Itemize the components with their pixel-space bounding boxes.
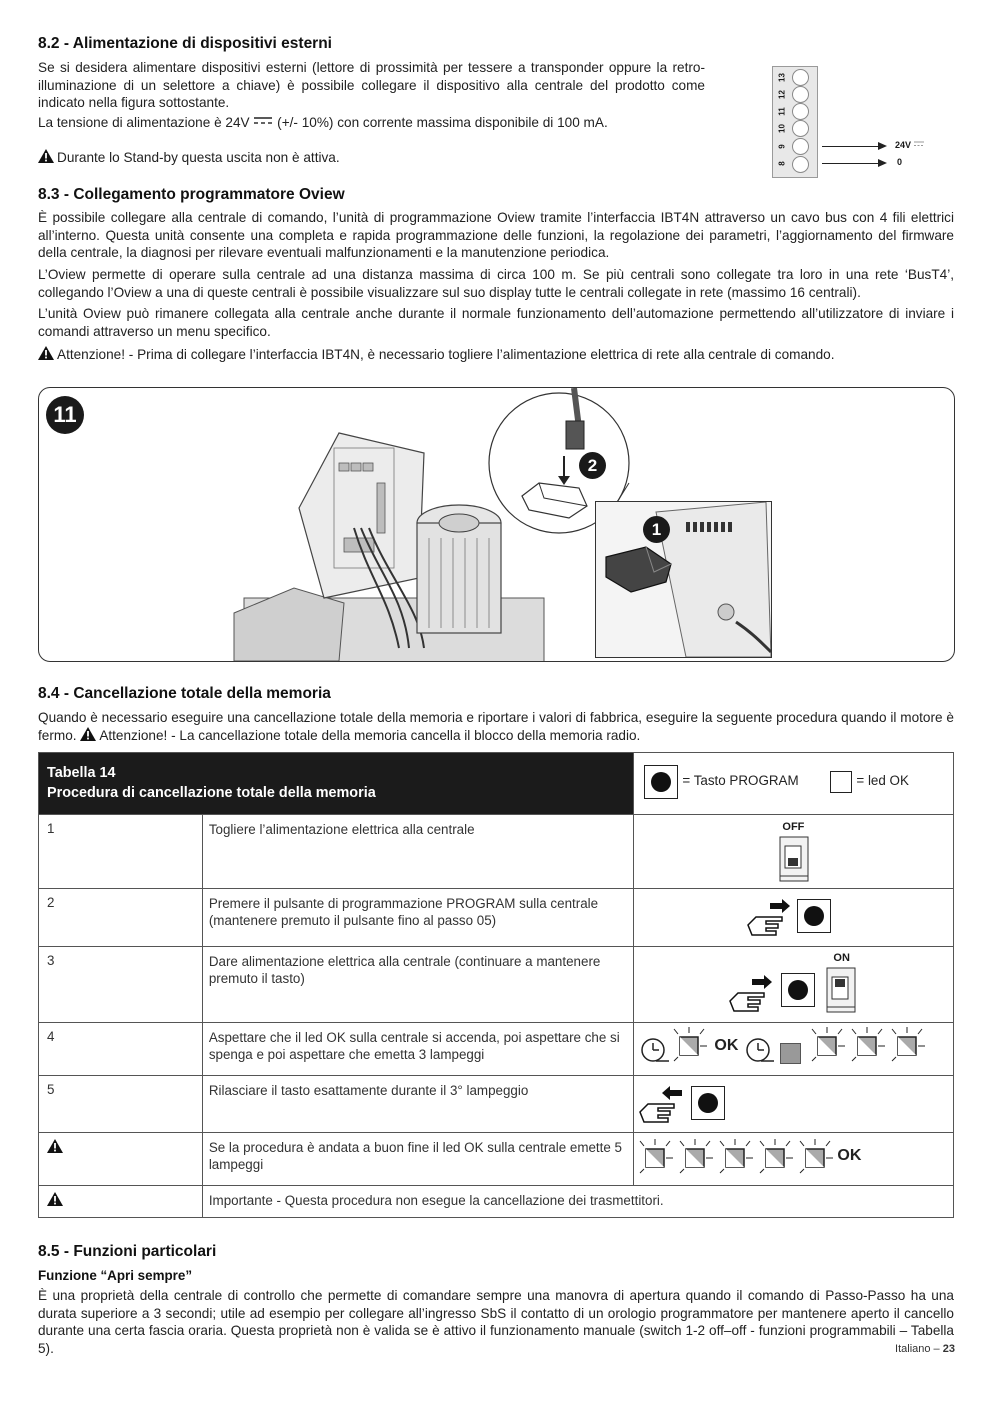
hand-release-icon: [638, 1084, 686, 1124]
step-text: Premere il pulsante di programmazione PROGRAM sulla centrale (mantenere premuto il pulsante fino al passo 05): [202, 889, 634, 947]
step-text: Dare alimentazione elettrica alla centrale (continuare a mantenere premuto il tasto): [202, 947, 634, 1023]
s83-warning-text: Attenzione! - Prima di collegare l’interfaccia IBT4N, è necessario togliere l’alimentazione elettrica di rete alla centrale di comando.: [57, 347, 835, 362]
step-2-badge: 2: [579, 452, 606, 479]
step-number: 1: [39, 815, 203, 889]
step-1-badge: 1: [643, 516, 670, 543]
warning-icon: [38, 346, 54, 360]
led-blinking-icon: [810, 1027, 846, 1063]
warning-icon: [38, 149, 54, 163]
arrow-0v-head: [878, 159, 887, 167]
terminal-hole: [792, 86, 809, 103]
led-blinking-icon: [798, 1139, 834, 1175]
step-warning-cell: [39, 1186, 203, 1218]
step-2-icon-cell: [634, 889, 954, 947]
s82-standby-text: Durante lo Stand-by questa uscita non è attiva.: [57, 150, 340, 165]
s82-paragraph-3: [38, 149, 718, 167]
step-number: 2: [39, 889, 203, 947]
step-text: Aspettare che il led OK sulla centrale si accenda, poi aspettare che si spenga e poi aspettare che emetta 3 lampeggi: [202, 1023, 634, 1076]
led-off-icon: [780, 1043, 801, 1064]
terminal-block: [772, 66, 818, 178]
warning-icon: [47, 1192, 63, 1206]
connector-detail-illustration: [596, 502, 771, 657]
hand-press-icon: [746, 897, 794, 937]
s82-paragraph-1: Se si desidera alimentare dispositivi esterni (lettore di prossimità per tessere a transponder oppure la retro-illuminazione di un selettore a chiave) è possibile collegare il dispositivo alla centrale del prodotto come indicato nella figura sottostante.: [38, 60, 705, 110]
terminal-hole: [792, 138, 809, 155]
voltage-0-label: 0: [897, 157, 903, 167]
led-blinking-icon: [758, 1139, 794, 1175]
breaker-on-icon: [826, 967, 856, 1013]
dc-symbol-icon: [253, 116, 273, 126]
step-5-icon-cell: [634, 1076, 954, 1133]
table-14: [38, 752, 954, 1218]
arrow-0v-line: [822, 163, 880, 164]
led-blinking-icon: [850, 1027, 886, 1063]
step-number: 4: [39, 1023, 203, 1076]
led-blinking-icon: [678, 1139, 714, 1175]
terminal-label-13: 13: [777, 73, 787, 82]
table-row: [39, 1133, 954, 1186]
section-8-3-title: 8.3 - Collegamento programmatore Oview: [38, 186, 345, 203]
section-8-5-title: 8.5 - Funzioni particolari: [38, 1243, 217, 1260]
table-row: [39, 815, 954, 889]
terminal-label-8: 8: [777, 161, 787, 166]
terminal-label-9: 9: [777, 144, 787, 149]
s83-paragraph-1: È possibile collegare alla centrale di comando, l’unità di programmazione Oview tramite l’interfaccia IBT4N attraverso un cavo bus con 4 fili elettrici all’interno. Questa unità consente una completa e rapida programmazione delle funzioni, la regolazione dei parametri, l’aggiornamento del firmware della centrale, la diagnosi per rilevare eventuali malfunzionamenti e la manutenzione periodica.: [38, 210, 954, 260]
section-8-4-title: 8.4 - Cancellazione totale della memoria: [38, 685, 331, 702]
table-title: Tabella 14: [47, 765, 116, 781]
step-4-icon-cell: [634, 1023, 954, 1076]
off-label: OFF: [782, 821, 805, 833]
terminal-hole: [792, 69, 809, 86]
s85-paragraph-1: È una proprietà della centrale di controllo che permette di comandare sempre una manovra di apertura quando il comando di Passo-Passo ha una durata superiore a 3 secondi; utile ad esempio per collegare all’ingresso SbS il contatto di un orologio programmatore per mantenere aperto il cancello durante una certa fascia oraria. Questa proprietà non è valida se è attivo il funzionamento manuale (switch 1-2 off–off - funzioni programmabili – Tabella 5).: [38, 1288, 954, 1356]
terminal-hole: [792, 156, 809, 173]
breaker-off-icon: [779, 836, 809, 882]
table-row: [39, 1023, 954, 1076]
detail-view: [595, 501, 772, 658]
step-warning-cell: [39, 1133, 203, 1186]
voltage-24v-label: 24V: [895, 140, 912, 150]
led-ok-icon: [830, 771, 852, 793]
program-button-icon: [691, 1086, 725, 1120]
hand-press-icon: [728, 973, 776, 1013]
s84-intro-text: Quando è necessario eseguire una cancellazione totale della memoria e riportare i valori di fabbrica, eseguire la seguente procedura quando il motore è fermo.: [38, 710, 954, 743]
terminal-label-11: 11: [777, 107, 787, 116]
led-blinking-icon: [718, 1139, 754, 1175]
ok-label: OK: [714, 1037, 739, 1054]
section-8-2-title: 8.2 - Alimentazione di dispositivi esterni: [38, 35, 332, 52]
ok-label: OK: [837, 1147, 862, 1164]
control-unit-illustration: [39, 388, 954, 661]
s83-paragraph-4: [38, 346, 954, 364]
footer-language: Italiano –: [895, 1343, 940, 1355]
step-text: Rilasciare il tasto esattamente durante il 3° lampeggio: [202, 1076, 634, 1133]
program-button-icon: [781, 973, 815, 1007]
led-blinking-icon: [638, 1139, 674, 1175]
s83-paragraph-3: L’unità Oview può rimanere collegata alla centrale anche durante il normale funzionamento dell’automazione permettendo all’utilizzatore di inviare i comandi attraverso un menu specifico.: [38, 306, 954, 339]
program-button-icon: [644, 765, 678, 799]
arrow-24v-head: [878, 142, 887, 150]
table-legend-cell: [634, 753, 954, 815]
step-number: 5: [39, 1076, 203, 1133]
s85-subtitle: Funzione “Apri sempre”: [38, 1268, 193, 1283]
page-number: 23: [942, 1343, 955, 1355]
step-number: 3: [39, 947, 203, 1023]
table-row: [39, 889, 954, 947]
table-row: [39, 947, 954, 1023]
step-3-icon-cell: [634, 947, 954, 1023]
warning-icon: [80, 727, 96, 741]
clock-icon: [640, 1037, 670, 1063]
s82-voltage-text: La tensione di alimentazione è 24V: [38, 115, 250, 130]
arrow-24v-line: [822, 146, 880, 147]
on-label: ON: [833, 952, 850, 964]
terminal-label-10: 10: [777, 124, 787, 133]
s83-paragraph-2: L’Oview permette di operare sulla centrale ad una distanza massima di circa 100 m. Se più centrali sono collegate tra loro in una rete ‘BusT4’, collegando l’Oview a una di queste centrali è possibile visualizzare sul suo display tutte le centrali collegate in rete (massimo 16 centrali).: [38, 267, 954, 300]
table-row: [39, 1186, 954, 1218]
led-blinking-icon: [890, 1027, 926, 1063]
step-text: Togliere l’alimentazione elettrica alla centrale: [202, 815, 634, 889]
figure-number-badge: 11: [46, 396, 84, 434]
clock-icon: [745, 1037, 775, 1063]
dc-symbol-small-icon: [914, 141, 924, 147]
legend-led: = led OK: [856, 773, 909, 788]
terminal-hole: [792, 120, 809, 137]
terminal-hole: [792, 103, 809, 120]
s82-paragraph-2: [38, 114, 718, 132]
s84-paragraph-1: [38, 709, 954, 744]
step-1-icon-cell: [634, 815, 954, 889]
page-footer: [895, 1343, 955, 1355]
s84-warning-text: Attenzione! - La cancellazione totale della memoria cancella il blocco della memoria radio.: [99, 727, 641, 743]
table-title-cell: [39, 753, 634, 815]
success-icon-cell: [634, 1133, 954, 1186]
table-subtitle: Procedura di cancellazione totale della memoria: [47, 785, 376, 801]
table-header-row: [39, 753, 954, 815]
step-text: Se la procedura è andata a buon fine il led OK sulla centrale emette 5 lampeggi: [202, 1133, 634, 1186]
warning-icon: [47, 1139, 63, 1153]
terminal-label-12: 12: [777, 90, 787, 99]
led-blinking-icon: [672, 1027, 708, 1063]
table-row: [39, 1076, 954, 1133]
s82-current-text: (+/- 10%) con corrente massima disponibile di 100 mA.: [277, 115, 608, 130]
step-text: Importante - Questa procedura non esegue la cancellazione dei trasmettitori.: [202, 1186, 953, 1218]
program-button-icon: [797, 899, 831, 933]
figure-11: [38, 387, 955, 662]
legend-program: = Tasto PROGRAM: [682, 773, 799, 788]
